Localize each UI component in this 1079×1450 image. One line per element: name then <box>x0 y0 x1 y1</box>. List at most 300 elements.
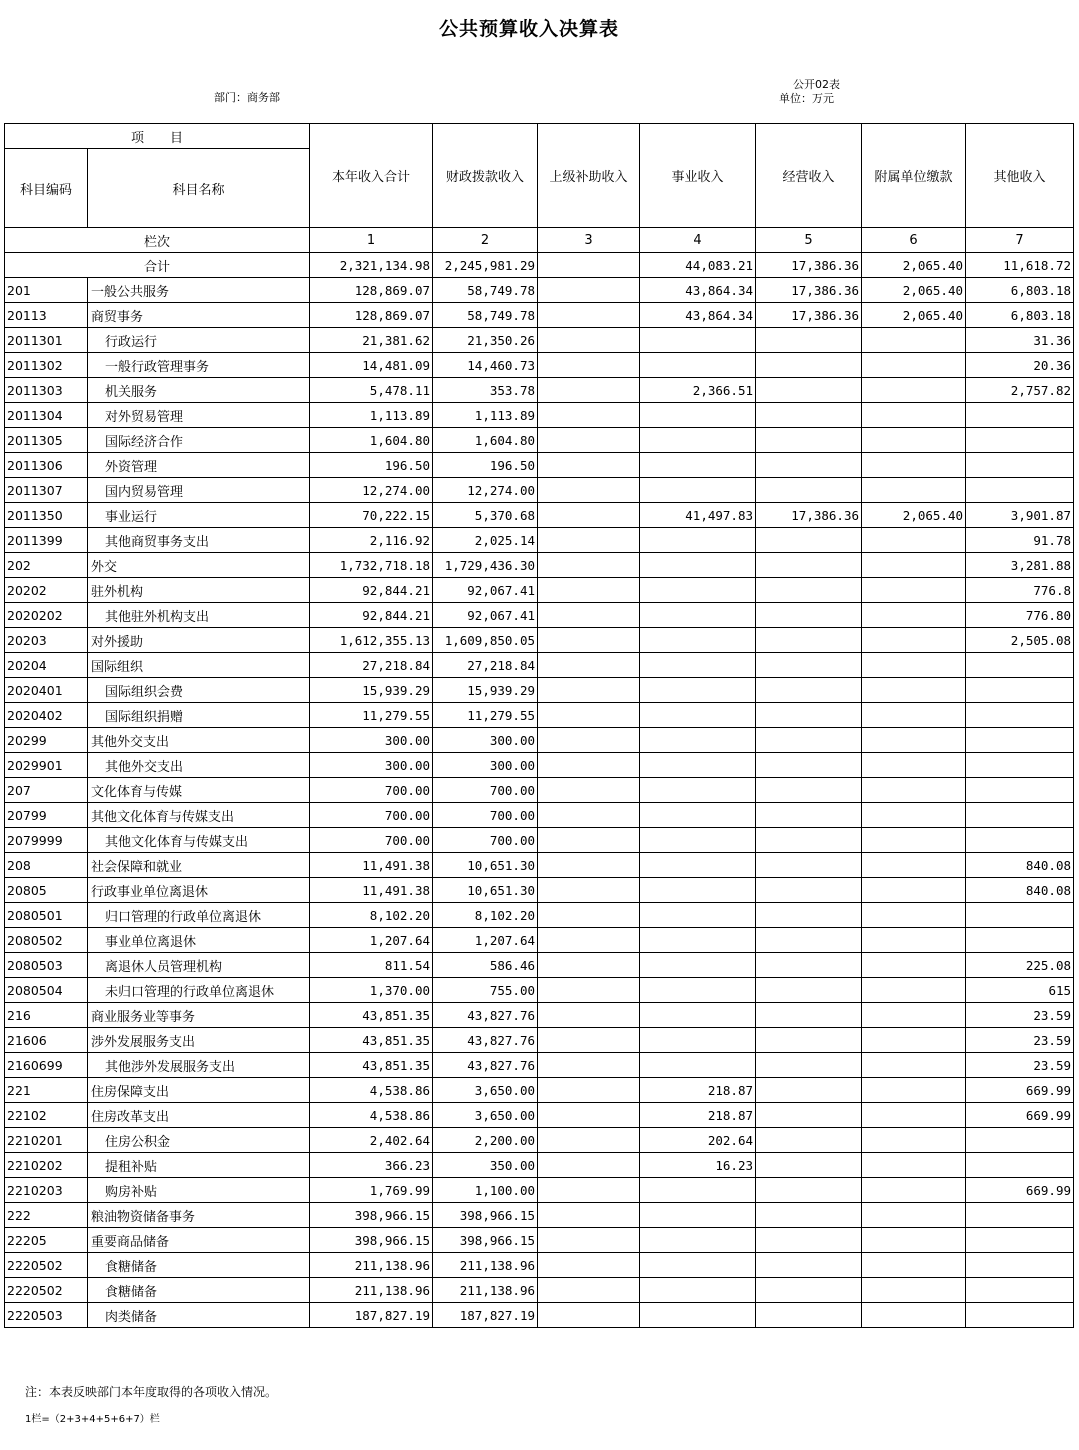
row-code: 2210203 <box>5 1178 88 1203</box>
row-value <box>756 753 862 778</box>
row-value: 615 <box>966 978 1074 1003</box>
row-value: 15,939.29 <box>433 678 538 703</box>
row-value <box>862 1103 966 1128</box>
row-value <box>756 1078 862 1103</box>
row-value: 398,966.15 <box>433 1203 538 1228</box>
row-value: 1,732,718.18 <box>310 553 433 578</box>
row-value: 776.80 <box>966 603 1074 628</box>
row-value <box>640 528 756 553</box>
table-row <box>5 953 1074 978</box>
row-name: 国际组织捐赠 <box>88 703 310 728</box>
lanci-num: 7 <box>966 228 1074 253</box>
row-value <box>966 1203 1074 1228</box>
row-name: 其他文化体育与传媒支出 <box>88 803 310 828</box>
row-value <box>862 953 966 978</box>
row-value: 10,651.30 <box>433 878 538 903</box>
row-value <box>640 478 756 503</box>
row-value <box>862 378 966 403</box>
row-value <box>538 1078 640 1103</box>
table-row <box>5 303 1074 328</box>
row-value <box>756 853 862 878</box>
row-value <box>640 603 756 628</box>
row-value <box>756 478 862 503</box>
row-value: 12,274.00 <box>310 478 433 503</box>
row-value: 128,869.07 <box>310 303 433 328</box>
budget-table <box>4 123 1074 1328</box>
row-value <box>966 1253 1074 1278</box>
row-value <box>538 953 640 978</box>
table-row <box>5 1228 1074 1253</box>
table-row <box>5 653 1074 678</box>
row-value <box>538 653 640 678</box>
row-value <box>966 1278 1074 1303</box>
lanci-num: 2 <box>433 228 538 253</box>
row-value <box>538 853 640 878</box>
row-value <box>538 703 640 728</box>
row-value <box>862 528 966 553</box>
row-value <box>538 753 640 778</box>
row-name: 商贸事务 <box>88 303 310 328</box>
row-value: 1,604.80 <box>310 428 433 453</box>
row-value: 1,769.99 <box>310 1178 433 1203</box>
page-title: 公共预算收入决算表 <box>438 18 619 40</box>
row-value <box>538 503 640 528</box>
row-value <box>862 828 966 853</box>
row-code: 20202 <box>5 578 88 603</box>
row-value: 92,844.21 <box>310 578 433 603</box>
row-value <box>538 1278 640 1303</box>
table-row <box>5 478 1074 503</box>
row-name: 食糖储备 <box>88 1278 310 1303</box>
row-value <box>538 1228 640 1253</box>
row-value <box>756 703 862 728</box>
formula-note: 1栏=（2+3+4+5+6+7）栏 <box>25 1414 160 1425</box>
lanci-num: 5 <box>756 228 862 253</box>
row-value: 1,609,850.05 <box>433 628 538 653</box>
row-value <box>640 903 756 928</box>
row-value: 755.00 <box>433 978 538 1003</box>
row-value <box>538 1053 640 1078</box>
row-value: 700.00 <box>433 778 538 803</box>
row-value: 3,901.87 <box>966 503 1074 528</box>
row-value <box>862 753 966 778</box>
row-value <box>756 903 862 928</box>
table-row <box>5 1028 1074 1053</box>
row-value <box>966 1303 1074 1328</box>
row-value <box>640 1203 756 1228</box>
row-value: 196.50 <box>310 453 433 478</box>
table-row <box>5 1303 1074 1328</box>
row-value <box>538 328 640 353</box>
row-value <box>640 453 756 478</box>
row-code: 2011303 <box>5 378 88 403</box>
row-code: 202 <box>5 553 88 578</box>
row-value <box>862 853 966 878</box>
table-body <box>5 124 1074 1328</box>
table-row <box>5 703 1074 728</box>
row-name: 事业单位离退休 <box>88 928 310 953</box>
row-value <box>756 353 862 378</box>
row-value <box>640 578 756 603</box>
row-value <box>640 703 756 728</box>
row-value <box>538 278 640 303</box>
row-value <box>756 378 862 403</box>
row-name: 行政运行 <box>88 328 310 353</box>
row-value <box>538 803 640 828</box>
row-name: 国际经济合作 <box>88 428 310 453</box>
row-name: 其他驻外机构支出 <box>88 603 310 628</box>
row-code: 2011307 <box>5 478 88 503</box>
row-value: 669.99 <box>966 1103 1074 1128</box>
row-name: 购房补贴 <box>88 1178 310 1203</box>
table-row <box>5 678 1074 703</box>
row-value: 187,827.19 <box>310 1303 433 1328</box>
row-code: 2210202 <box>5 1153 88 1178</box>
row-value: 8,102.20 <box>310 903 433 928</box>
row-value: 43,851.35 <box>310 1053 433 1078</box>
row-name: 外资管理 <box>88 453 310 478</box>
row-value <box>966 728 1074 753</box>
row-value <box>538 1153 640 1178</box>
row-name: 其他涉外发展服务支出 <box>88 1053 310 1078</box>
row-value: 218.87 <box>640 1103 756 1128</box>
table-row <box>5 753 1074 778</box>
row-name: 事业运行 <box>88 503 310 528</box>
table-row <box>5 1278 1074 1303</box>
row-value <box>756 978 862 1003</box>
row-value: 43,827.76 <box>433 1053 538 1078</box>
row-code: 201 <box>5 278 88 303</box>
row-value <box>640 1178 756 1203</box>
row-name: 行政事业单位离退休 <box>88 878 310 903</box>
row-value <box>756 528 862 553</box>
table-row <box>5 1153 1074 1178</box>
row-value <box>862 803 966 828</box>
row-value <box>538 1303 640 1328</box>
row-value: 586.46 <box>433 953 538 978</box>
header-col-5: 经营收入 <box>756 124 862 228</box>
row-name: 其他文化体育与传媒支出 <box>88 828 310 853</box>
table-row <box>5 778 1074 803</box>
row-value: 4,538.86 <box>310 1078 433 1103</box>
row-value <box>538 1028 640 1053</box>
row-value <box>756 1253 862 1278</box>
row-value <box>862 653 966 678</box>
row-value: 92,844.21 <box>310 603 433 628</box>
row-value: 10,651.30 <box>433 853 538 878</box>
table-row <box>5 503 1074 528</box>
table-row <box>5 528 1074 553</box>
row-value <box>966 653 1074 678</box>
row-code: 2020401 <box>5 678 88 703</box>
row-value: 353.78 <box>433 378 538 403</box>
row-code: 20203 <box>5 628 88 653</box>
row-value: 2,505.08 <box>966 628 1074 653</box>
table-row <box>5 878 1074 903</box>
row-value <box>862 1278 966 1303</box>
row-value <box>538 903 640 928</box>
row-value: 1,113.89 <box>433 403 538 428</box>
row-code: 2080501 <box>5 903 88 928</box>
header-col-4: 事业收入 <box>640 124 756 228</box>
table-row <box>5 803 1074 828</box>
row-value: 1,370.00 <box>310 978 433 1003</box>
row-value <box>756 778 862 803</box>
row-value <box>640 653 756 678</box>
table-row <box>5 903 1074 928</box>
row-value <box>966 428 1074 453</box>
row-value <box>862 703 966 728</box>
row-value <box>640 428 756 453</box>
row-name: 国际组织会费 <box>88 678 310 703</box>
row-value <box>966 453 1074 478</box>
row-value: 5,478.11 <box>310 378 433 403</box>
total-label: 合计 <box>5 253 310 278</box>
row-value <box>862 778 966 803</box>
row-code: 2220502 <box>5 1253 88 1278</box>
table-row <box>5 828 1074 853</box>
row-value: 700.00 <box>310 778 433 803</box>
row-value: 12,274.00 <box>433 478 538 503</box>
row-value <box>966 803 1074 828</box>
row-value: 17,386.36 <box>756 303 862 328</box>
row-value: 43,851.35 <box>310 1028 433 1053</box>
table-row <box>5 603 1074 628</box>
row-value <box>966 1228 1074 1253</box>
row-value: 15,939.29 <box>310 678 433 703</box>
header-col-1: 本年收入合计 <box>310 124 433 228</box>
table-row <box>5 728 1074 753</box>
row-value <box>538 553 640 578</box>
row-value <box>538 453 640 478</box>
row-value <box>862 353 966 378</box>
row-value <box>756 803 862 828</box>
row-value: 1,207.64 <box>310 928 433 953</box>
row-value: 23.59 <box>966 1003 1074 1028</box>
row-value <box>756 828 862 853</box>
row-code: 2080504 <box>5 978 88 1003</box>
department-label: 部门：商务部 <box>214 91 280 104</box>
row-value: 211,138.96 <box>433 1278 538 1303</box>
table-row <box>5 928 1074 953</box>
row-value: 300.00 <box>310 753 433 778</box>
row-name: 住房公积金 <box>88 1128 310 1153</box>
row-value: 11,491.38 <box>310 878 433 903</box>
row-value <box>966 753 1074 778</box>
row-code: 2080502 <box>5 928 88 953</box>
row-value <box>966 828 1074 853</box>
row-value <box>640 828 756 853</box>
row-name: 国际组织 <box>88 653 310 678</box>
row-name: 社会保障和就业 <box>88 853 310 878</box>
row-value <box>862 1303 966 1328</box>
row-value: 14,460.73 <box>433 353 538 378</box>
row-code: 21606 <box>5 1028 88 1053</box>
row-value <box>862 678 966 703</box>
row-value: 43,864.34 <box>640 278 756 303</box>
row-value: 669.99 <box>966 1178 1074 1203</box>
row-code: 2020402 <box>5 703 88 728</box>
row-name: 涉外发展服务支出 <box>88 1028 310 1053</box>
row-value <box>640 1028 756 1053</box>
table-row <box>5 628 1074 653</box>
row-value: 41,497.83 <box>640 503 756 528</box>
row-value <box>538 1128 640 1153</box>
row-value: 700.00 <box>310 803 433 828</box>
row-value: 700.00 <box>433 828 538 853</box>
row-value <box>756 603 862 628</box>
row-value <box>756 553 862 578</box>
row-value <box>756 628 862 653</box>
row-value <box>538 528 640 553</box>
row-value: 300.00 <box>310 728 433 753</box>
row-value <box>756 1303 862 1328</box>
table-row <box>5 1203 1074 1228</box>
row-value <box>756 1028 862 1053</box>
lanci-label: 栏次 <box>5 228 310 253</box>
row-value <box>756 1128 862 1153</box>
row-value <box>756 1278 862 1303</box>
row-value <box>966 778 1074 803</box>
row-value <box>640 928 756 953</box>
row-value <box>538 603 640 628</box>
row-value <box>756 653 862 678</box>
row-value <box>756 403 862 428</box>
row-value <box>640 1003 756 1028</box>
row-value <box>862 903 966 928</box>
row-value: 202.64 <box>640 1128 756 1153</box>
table-row <box>5 578 1074 603</box>
row-name: 对外援助 <box>88 628 310 653</box>
row-value <box>640 978 756 1003</box>
row-name: 提租补贴 <box>88 1153 310 1178</box>
row-value <box>756 728 862 753</box>
row-value: 840.08 <box>966 853 1074 878</box>
table-row <box>5 328 1074 353</box>
row-value <box>862 1053 966 1078</box>
row-value <box>862 1153 966 1178</box>
row-value <box>640 853 756 878</box>
row-value <box>538 428 640 453</box>
row-name: 外交 <box>88 553 310 578</box>
row-value <box>966 1153 1074 1178</box>
row-value: 3,650.00 <box>433 1078 538 1103</box>
row-value: 1,207.64 <box>433 928 538 953</box>
row-value: 16.23 <box>640 1153 756 1178</box>
header-col-6: 附属单位缴款 <box>862 124 966 228</box>
row-value <box>756 1153 862 1178</box>
row-value: 669.99 <box>966 1078 1074 1103</box>
row-value: 2,402.64 <box>310 1128 433 1153</box>
table-row <box>5 1103 1074 1128</box>
row-value: 43,851.35 <box>310 1003 433 1028</box>
row-value <box>862 1128 966 1153</box>
row-code: 2011301 <box>5 328 88 353</box>
row-value: 2,065.40 <box>862 503 966 528</box>
row-value <box>756 678 862 703</box>
row-code: 2020202 <box>5 603 88 628</box>
row-code: 221 <box>5 1078 88 1103</box>
unit-label: 单位：万元 <box>779 92 834 105</box>
row-code: 2160699 <box>5 1053 88 1078</box>
row-value: 3,281.88 <box>966 553 1074 578</box>
row-code: 22102 <box>5 1103 88 1128</box>
row-value: 1,604.80 <box>433 428 538 453</box>
row-value <box>756 453 862 478</box>
header-col-3: 上级补助收入 <box>538 124 640 228</box>
row-value <box>538 578 640 603</box>
row-value <box>538 1178 640 1203</box>
row-name: 归口管理的行政单位离退休 <box>88 903 310 928</box>
row-value: 2,200.00 <box>433 1128 538 1153</box>
row-value <box>640 353 756 378</box>
row-value: 811.54 <box>310 953 433 978</box>
row-value <box>538 778 640 803</box>
lanci-num: 1 <box>310 228 433 253</box>
row-value: 8,102.20 <box>433 903 538 928</box>
row-name: 一般行政管理事务 <box>88 353 310 378</box>
row-value <box>862 1253 966 1278</box>
row-name: 其他商贸事务支出 <box>88 528 310 553</box>
row-name: 住房保障支出 <box>88 1078 310 1103</box>
row-code: 20113 <box>5 303 88 328</box>
header-name: 科目名称 <box>88 149 310 228</box>
row-value <box>756 1003 862 1028</box>
row-value <box>862 1203 966 1228</box>
row-value: 6,803.18 <box>966 278 1074 303</box>
row-value: 92,067.41 <box>433 578 538 603</box>
row-value <box>756 1178 862 1203</box>
row-value: 43,864.34 <box>640 303 756 328</box>
row-value: 92,067.41 <box>433 603 538 628</box>
row-value <box>538 378 640 403</box>
header-project: 项 目 <box>5 124 310 149</box>
row-value <box>538 353 640 378</box>
row-code: 2220503 <box>5 1303 88 1328</box>
row-value: 1,612,355.13 <box>310 628 433 653</box>
row-name: 食糖储备 <box>88 1253 310 1278</box>
row-value <box>640 1278 756 1303</box>
row-value: 1,113.89 <box>310 403 433 428</box>
row-value <box>538 1003 640 1028</box>
row-value: 21,381.62 <box>310 328 433 353</box>
row-value: 2,366.51 <box>640 378 756 403</box>
row-value: 23.59 <box>966 1053 1074 1078</box>
row-name: 商业服务业等事务 <box>88 1003 310 1028</box>
row-value: 27,218.84 <box>310 653 433 678</box>
row-value <box>640 778 756 803</box>
row-name: 文化体育与传媒 <box>88 778 310 803</box>
total-value: 17,386.36 <box>756 253 862 278</box>
row-value <box>862 478 966 503</box>
row-value: 11,491.38 <box>310 853 433 878</box>
row-value <box>640 803 756 828</box>
footnote: 注：本表反映部门本年度取得的各项收入情况。 <box>25 1385 278 1399</box>
row-value <box>538 478 640 503</box>
row-value: 398,966.15 <box>310 1203 433 1228</box>
row-value <box>862 428 966 453</box>
row-name: 对外贸易管理 <box>88 403 310 428</box>
row-value <box>538 828 640 853</box>
row-value <box>640 1253 756 1278</box>
row-value: 20.36 <box>966 353 1074 378</box>
total-value: 2,245,981.29 <box>433 253 538 278</box>
table-row <box>5 403 1074 428</box>
row-value: 776.8 <box>966 578 1074 603</box>
row-value <box>756 953 862 978</box>
row-code: 222 <box>5 1203 88 1228</box>
row-value: 398,966.15 <box>433 1228 538 1253</box>
